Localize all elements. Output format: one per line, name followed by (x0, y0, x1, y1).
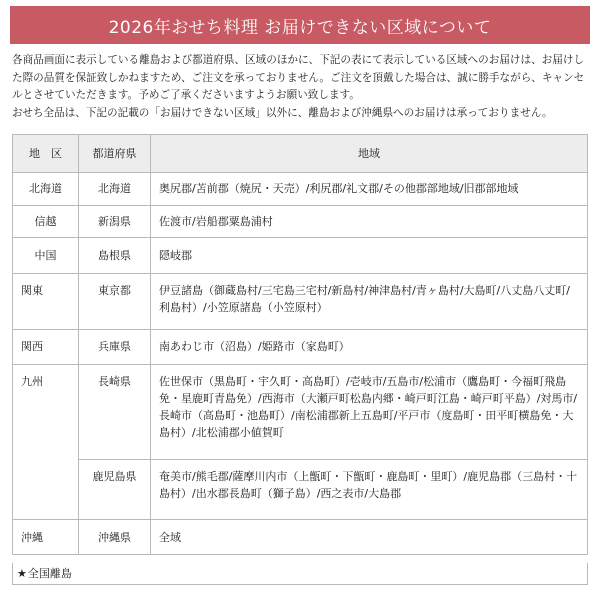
star-icon: ★ (17, 567, 27, 580)
undeliverable-regions-table (12, 134, 588, 555)
region-cell: 佐渡市/岩船郡粟島浦村 (151, 206, 588, 238)
footnote-text: 全国離島 (27, 567, 72, 580)
table-row (13, 460, 588, 520)
footnote (12, 563, 588, 585)
header-area: 地 区 (13, 135, 79, 173)
prefecture-cell: 長崎県 (79, 365, 151, 460)
prefecture-cell: 鹿児島県 (79, 460, 151, 520)
prefecture-cell: 新潟県 (79, 206, 151, 238)
table-row (13, 274, 588, 330)
region-cell: 全域 (151, 520, 588, 555)
page-banner (10, 6, 590, 44)
table-row (13, 238, 588, 274)
region-cell: 伊豆諸島（御蔵島村/三宅島三宅村/新島村/神津島村/青ヶ島村/大島町/八丈島八丈町/利島村）/小笠原諸島（小笠原村） (151, 274, 588, 330)
area-cell: 沖縄 (13, 520, 79, 555)
table-row (13, 173, 588, 206)
intro-text (12, 52, 590, 122)
prefecture-cell: 兵庫県 (79, 330, 151, 365)
region-cell: 奥尻郡/苫前郡（焼尻・天売）/利尻郡/礼文郡/その他郡部地域/旧郡部地域 (151, 173, 588, 206)
prefecture-cell: 沖縄県 (79, 520, 151, 555)
page-title: 2026年おせち料理 お届けできない区域について (108, 17, 492, 38)
area-cell: 関東 (13, 274, 79, 330)
intro-paragraph-1: 各商品画面に表示している離島および都道府県、区域のほかに、下記の表にて表示している区域へのお届けは、お届けした際の品質を保証致しかねますため、ご注文を承っておりません。ご注文を頂戴した場合は、誠に勝手ながら、キャンセルとさせていただきます。予めご了承くださいますようお願い致します。 (12, 54, 585, 101)
region-cell: 佐世保市（黒島町・宇久町・高島町）/壱岐市/五島市/松浦市（鷹島町・今福町飛島免・星鹿町青島免）/西海市（大瀬戸町松島内郷・崎戸町江島・崎戸町平島）/対馬市/長崎市（高島町・池島町）/南松浦郡新上五島町/平戸市（度島町・田平町横島免・大島村）/北松浦郡小値賀町 (151, 365, 588, 460)
table-row (13, 206, 588, 238)
region-cell: 隠岐郡 (151, 238, 588, 274)
table-row (13, 520, 588, 555)
prefecture-cell: 北海道 (79, 173, 151, 206)
table-row (13, 330, 588, 365)
table-row (13, 365, 588, 460)
region-cell: 南あわじ市（沼島）/姫路市（家島町） (151, 330, 588, 365)
region-cell: 奄美市/熊毛郡/薩摩川内市（上甑町・下甑町・鹿島町・里町）/鹿児島郡（三島村・十島村）/出水郡長島町（獅子島）/西之表市/大島郡 (151, 460, 588, 520)
intro-paragraph-2: おせち全品は、下記の記載の「お届けできない区域」以外に、離島および沖縄県へのお届けは承っておりません。 (12, 106, 553, 119)
prefecture-cell: 島根県 (79, 238, 151, 274)
area-cell: 中国 (13, 238, 79, 274)
area-cell: 信越 (13, 206, 79, 238)
prefecture-cell: 東京都 (79, 274, 151, 330)
table-header-row (13, 135, 588, 173)
area-cell: 九州 (13, 365, 79, 520)
area-cell: 関西 (13, 330, 79, 365)
header-region: 地域 (151, 135, 588, 173)
header-prefecture: 都道府県 (79, 135, 151, 173)
area-cell: 北海道 (13, 173, 79, 206)
